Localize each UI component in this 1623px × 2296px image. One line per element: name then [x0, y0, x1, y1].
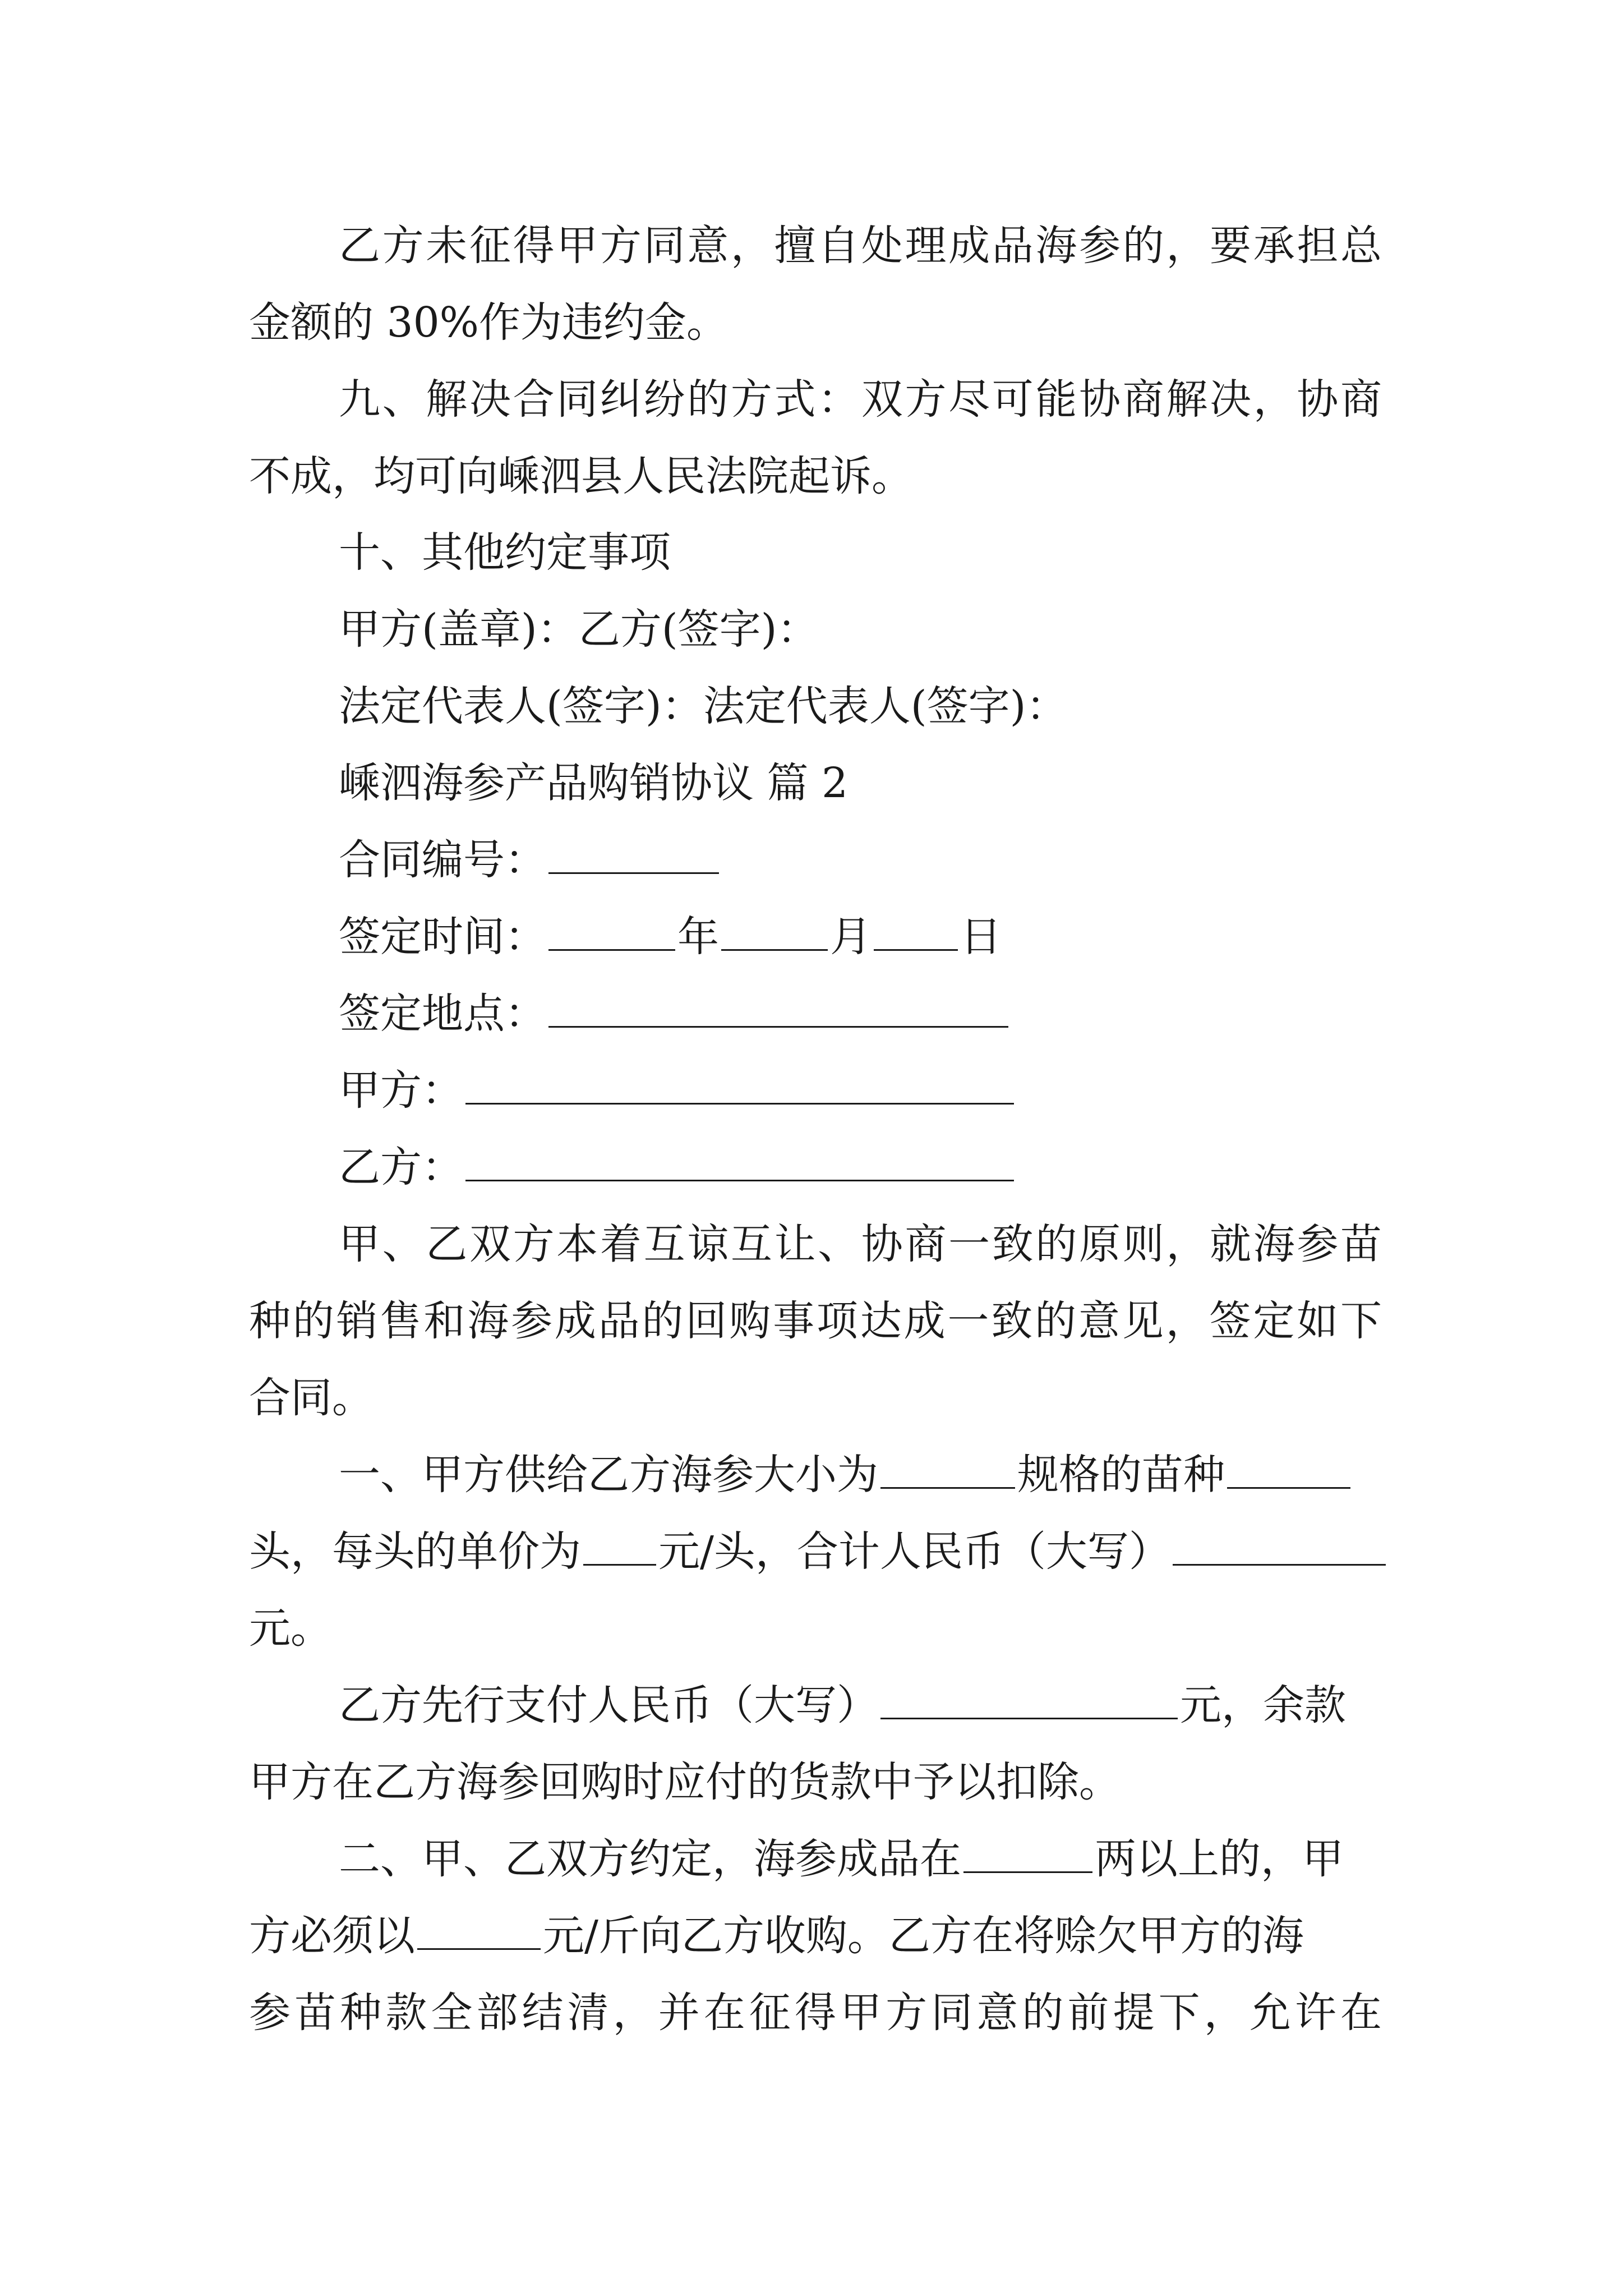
month-label: 月 [830, 913, 872, 961]
unit-price-blank [583, 1527, 656, 1566]
total-amount-blank [1173, 1527, 1386, 1566]
purchase-price-blank [417, 1911, 541, 1950]
day-label: 日 [960, 913, 1002, 961]
sign-place-blank [548, 989, 1008, 1028]
size-blank [880, 1450, 1015, 1489]
contract-number-blank [548, 835, 719, 874]
year-blank [548, 912, 675, 951]
representative-signature-line: 法定代表人(签字)：法定代表人(签字)： [339, 682, 1068, 730]
paragraph-line: 种的销售和海参成品的回购事项达成一致的意见，签定如下 [249, 1297, 1382, 1345]
party-a-row [339, 1065, 1382, 1116]
quantity-blank [1227, 1450, 1350, 1489]
clause-text: 两以上的，甲 [1095, 1835, 1344, 1883]
section-title: 嵊泗海参产品购销协议 篇 2 [339, 759, 849, 807]
clause-one-line [339, 1450, 1382, 1500]
clause-text: 头，每头的单价为 [249, 1527, 581, 1576]
day-blank [874, 912, 958, 951]
paragraph-line: 甲方在乙方海参回购时应付的货款中予以扣除。 [249, 1758, 1121, 1806]
clause-text: 元，余款 [1180, 1681, 1346, 1729]
clause-text: 一、甲方供给乙方海参大小为 [339, 1451, 878, 1499]
clause-text: 二、甲、乙双方约定，海参成品在 [339, 1835, 961, 1883]
party-a-blank [465, 1066, 1014, 1105]
payment-line [339, 1680, 1382, 1731]
clause-two-line [339, 1834, 1382, 1884]
year-label: 年 [677, 913, 719, 961]
paragraph-line: 金额的 30%作为违约金。 [249, 298, 728, 347]
clause-heading: 十、其他约定事项 [339, 528, 671, 577]
paragraph-line: 甲、乙双方本着互谅互让、协商一致的原则，就海参苗 [339, 1220, 1382, 1268]
sign-time-row [339, 912, 1382, 962]
paragraph-line: 合同。 [249, 1374, 374, 1422]
paragraph-line: 九、解决合同纠纷的方式：双方尽可能协商解决，协商 [339, 375, 1382, 424]
paragraph-line: 参苗种款全部结清，并在征得甲方同意的前提下，允许在 [249, 1989, 1382, 2037]
weight-blank [963, 1834, 1092, 1873]
party-a-label: 甲方： [339, 1066, 463, 1115]
party-signature-line: 甲方(盖章)：乙方(签字)： [339, 605, 819, 654]
clause-text: 元/斤向乙方收购。乙方在将赊欠甲方的海 [543, 1912, 1304, 1960]
clause-text: 规格的苗种 [1017, 1451, 1225, 1499]
party-b-row [339, 1142, 1382, 1193]
paragraph-line: 不成，均可向嵊泗县人民法院起诉。 [249, 452, 913, 500]
party-b-blank [465, 1143, 1014, 1181]
sign-time-label: 签定时间： [339, 913, 546, 961]
paragraph-line: 元。 [249, 1604, 332, 1653]
contract-number-row [339, 835, 1382, 885]
sign-place-label: 签定地点： [339, 990, 546, 1038]
clause-text: 元/头，合计人民币（大写） [658, 1527, 1170, 1576]
clause-one-line [249, 1526, 1382, 1577]
clause-text: 方必须以 [249, 1912, 415, 1960]
sign-place-row [339, 988, 1382, 1039]
contract-number-label: 合同编号： [339, 836, 546, 884]
party-b-label: 乙方： [339, 1143, 463, 1191]
clause-two-line [249, 1911, 1382, 1961]
month-blank [721, 912, 828, 951]
advance-payment-blank [880, 1681, 1178, 1719]
clause-text: 乙方先行支付人民币（大写） [339, 1681, 878, 1729]
paragraph-line: 乙方未征得甲方同意，擅自处理成品海参的，要承担总 [339, 222, 1382, 270]
